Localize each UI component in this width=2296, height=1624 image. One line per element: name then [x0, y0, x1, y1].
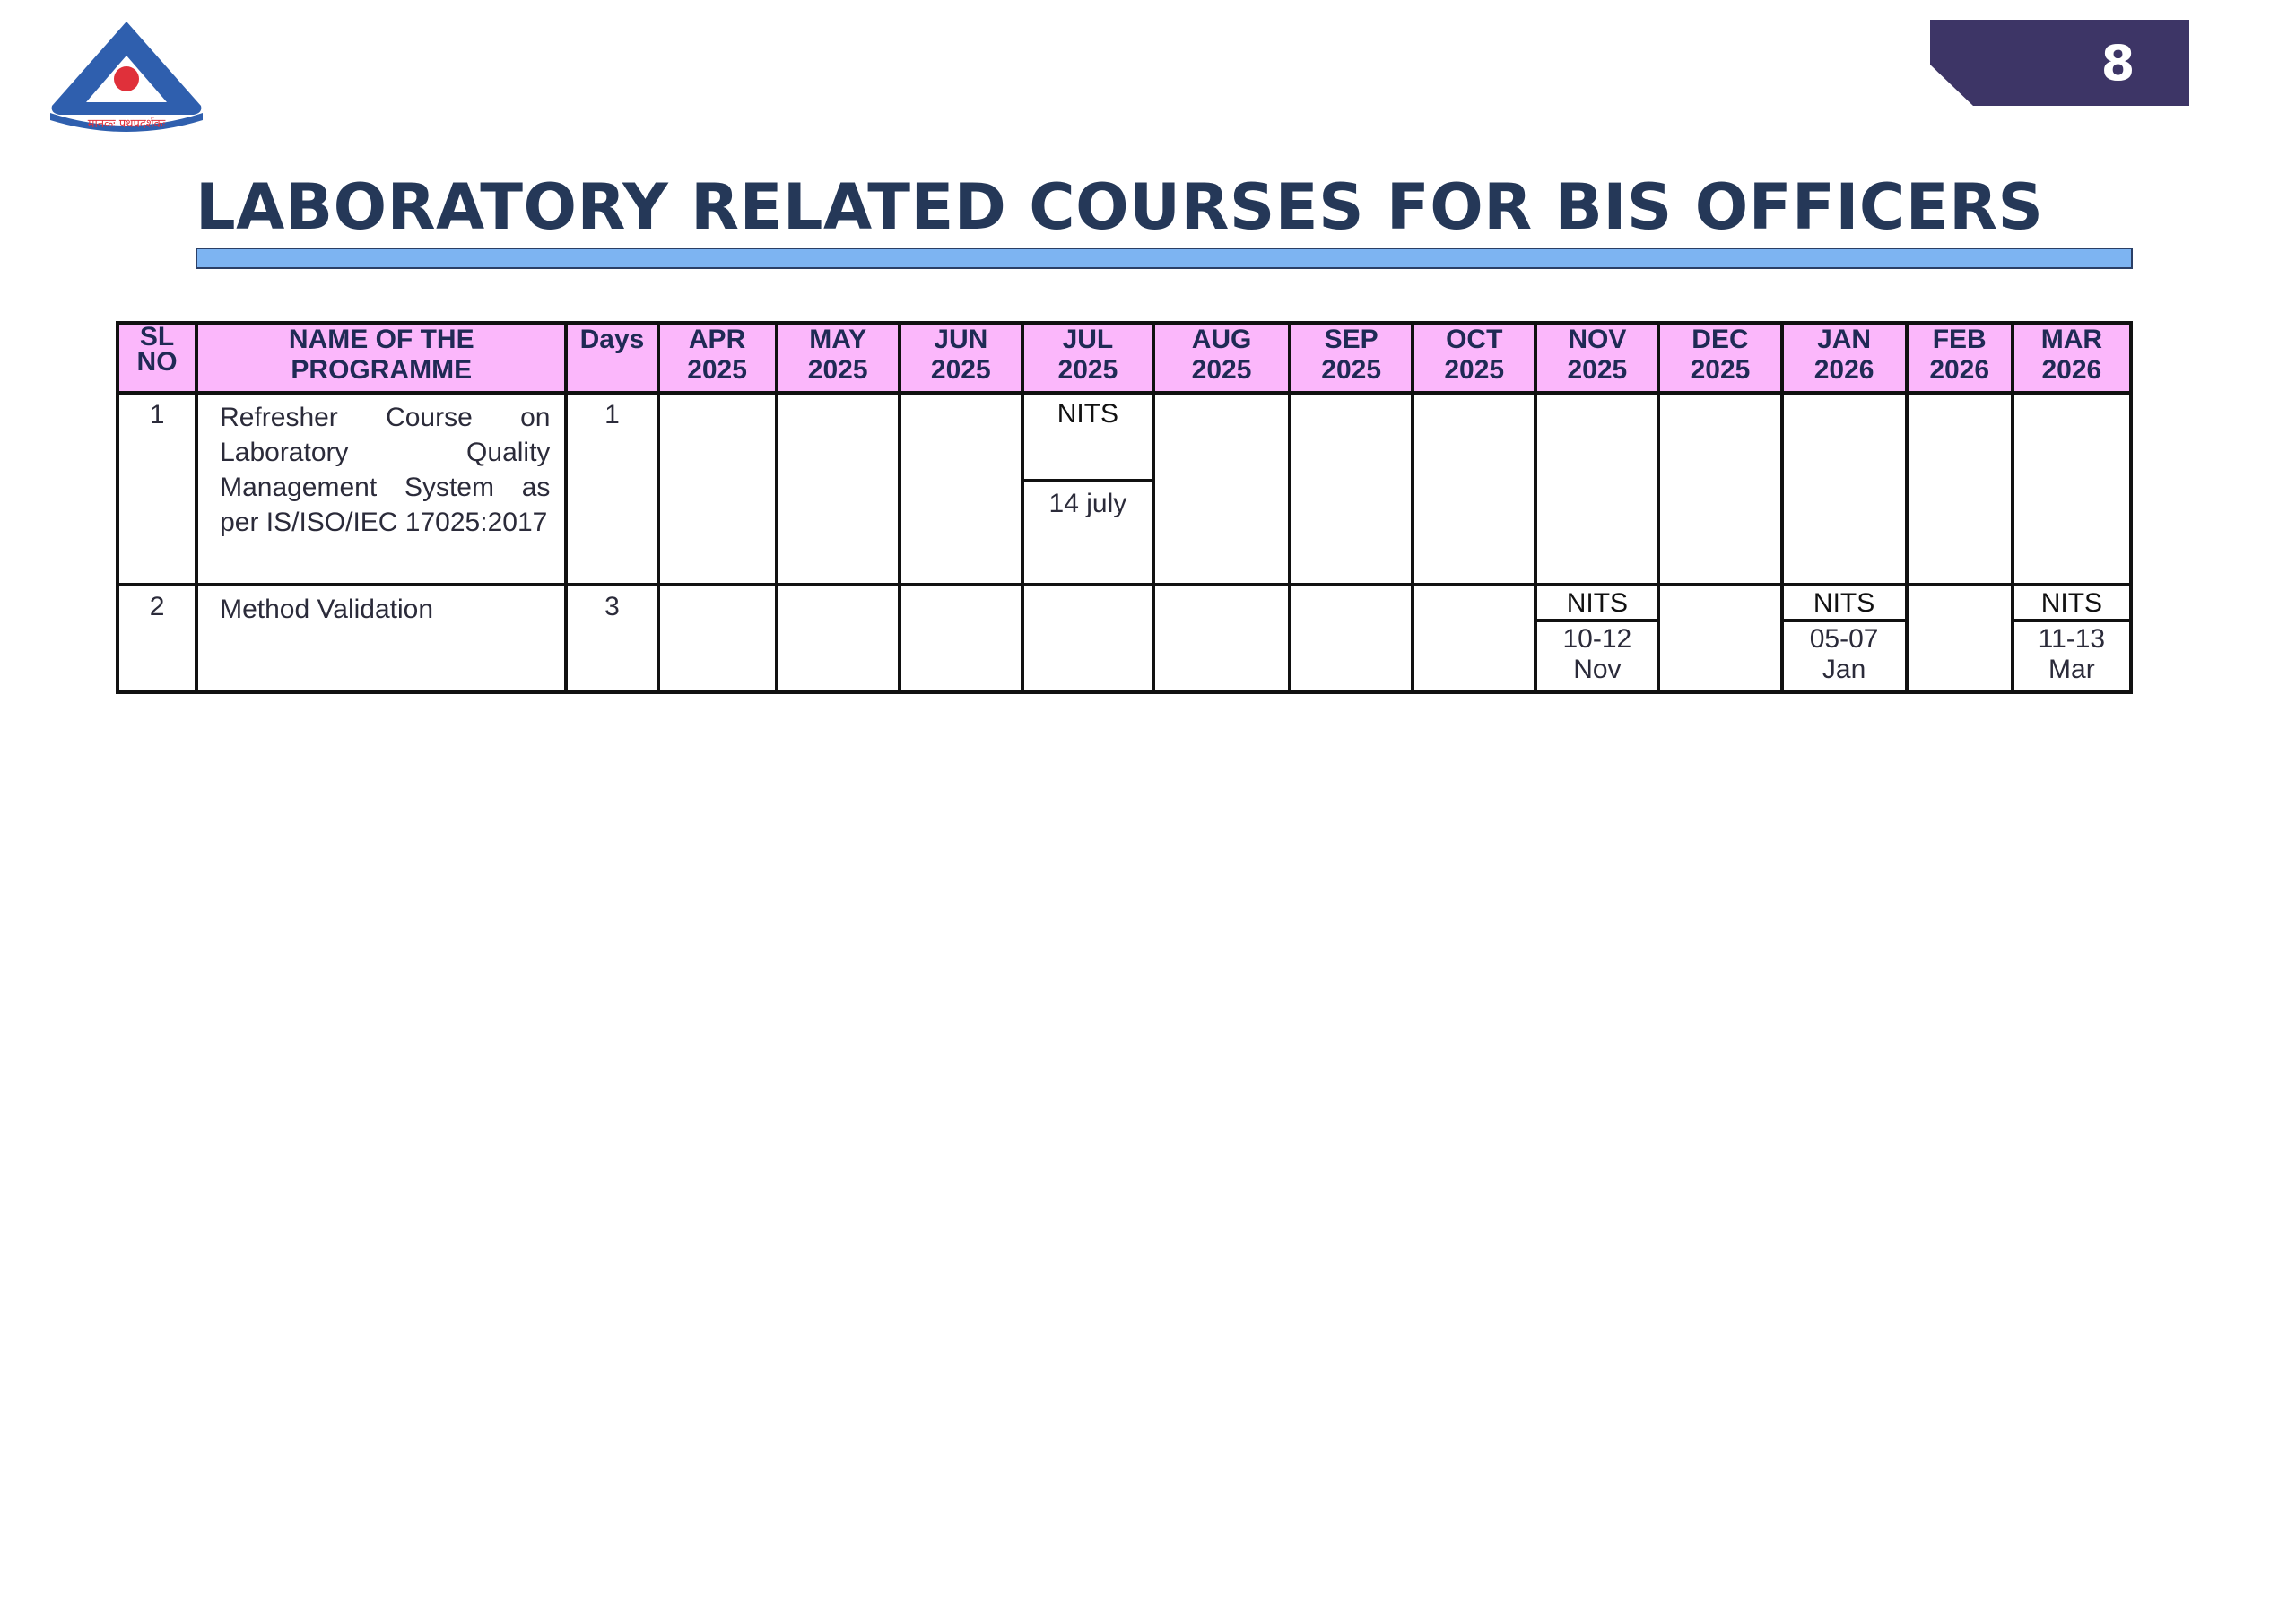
svg-text:मानकः पथप्रदर्शकः: मानकः पथप्रदर्शकः: [87, 117, 166, 131]
days-cell: 3: [566, 585, 657, 692]
month-cell-empty: [658, 585, 777, 692]
header-month: OCT 2025: [1413, 323, 1535, 393]
bis-logo: [43, 20, 210, 138]
header-month: APR 2025: [658, 323, 777, 393]
venue-label: NITS: [1024, 395, 1152, 482]
month-cell-jan-scheduled: [1782, 585, 1907, 692]
header-days: Days: [566, 323, 657, 393]
header-month: FEB 2026: [1907, 323, 2013, 393]
month-cell-empty: [658, 393, 777, 585]
header-programme-name: NAME OF THE PROGRAMME: [196, 323, 566, 393]
header-month: NOV 2025: [1535, 323, 1658, 393]
header-month: SEP 2025: [1290, 323, 1413, 393]
header-month: JAN 2026: [1782, 323, 1907, 393]
month-cell-empty: [777, 393, 900, 585]
month-cell-empty: [1658, 393, 1781, 585]
month-cell-empty: [1658, 585, 1781, 692]
month-cell-empty: [1153, 393, 1290, 585]
table-row: [117, 393, 2131, 585]
sl-no-cell: 2: [117, 585, 196, 692]
venue-label: NITS: [2014, 586, 2129, 622]
month-cell-empty: [1413, 585, 1535, 692]
bis-triangle-logo-icon: [43, 20, 210, 138]
month-cell-empty: [1153, 585, 1290, 692]
course-schedule-table: [116, 321, 2133, 694]
month-cell-empty: [777, 585, 900, 692]
month-cell-empty: [1022, 585, 1153, 692]
venue-label: NITS: [1784, 586, 1905, 622]
date-label: 10-12 Nov: [1562, 624, 1632, 684]
header-month: MAR 2026: [2013, 323, 2131, 393]
month-cell-mar-scheduled: [2013, 585, 2131, 692]
date-label: 11-13 Mar: [2038, 624, 2106, 684]
month-cell-empty: [1535, 393, 1658, 585]
programme-name-cell: Refresher Course on Laboratory Quality Management System as per IS/ISO/IEC 17025:2017: [196, 393, 566, 585]
month-cell-empty: [900, 393, 1022, 585]
programme-name-cell: Method Validation: [196, 585, 566, 692]
month-cell-empty: [1907, 393, 2013, 585]
month-cell-empty: [900, 585, 1022, 692]
header-sl-no: SL NO: [117, 323, 196, 393]
header-month: AUG 2025: [1153, 323, 1290, 393]
month-cell-empty: [1782, 393, 1907, 585]
date-label: 05-07 Jan: [1809, 624, 1879, 684]
header-month: DEC 2025: [1658, 323, 1781, 393]
date-label: 14 july: [1048, 489, 1127, 518]
header-month: MAY 2025: [777, 323, 900, 393]
header-month: JUN 2025: [900, 323, 1022, 393]
sl-no-cell: 1: [117, 393, 196, 585]
page-number: 8: [2100, 34, 2135, 91]
month-cell-nov-scheduled: [1535, 585, 1658, 692]
month-cell-empty: [1290, 393, 1413, 585]
page-number-badge: [1930, 20, 2189, 106]
month-cell-empty: [2013, 393, 2131, 585]
venue-label: NITS: [1537, 586, 1657, 622]
month-cell-empty: [1413, 393, 1535, 585]
days-cell: 1: [566, 393, 657, 585]
table-row: [117, 585, 2131, 692]
month-cell-empty: [1907, 585, 2013, 692]
month-cell-jul-scheduled: [1022, 393, 1153, 585]
table-header-row: [117, 323, 2131, 393]
month-cell-empty: [1290, 585, 1413, 692]
page-title: LABORATORY RELATED COURSES FOR BIS OFFICERS: [196, 170, 2044, 244]
title-underline-bar: [196, 248, 2133, 269]
header-month: JUL 2025: [1022, 323, 1153, 393]
